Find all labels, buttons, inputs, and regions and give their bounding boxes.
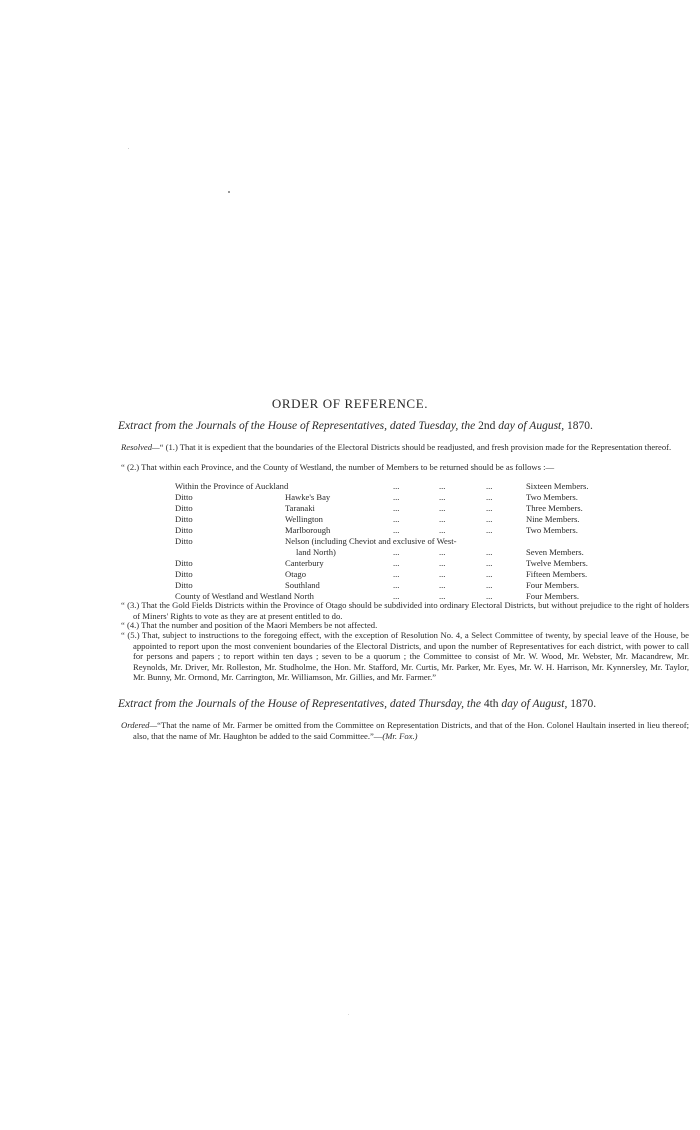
leader-dots: ...	[486, 547, 493, 557]
leader-dots: ...	[486, 580, 493, 590]
members-row	[175, 569, 615, 580]
members-count: Four Members.	[526, 580, 579, 590]
leader-dots: ...	[486, 525, 493, 535]
members-district: Otago	[285, 569, 307, 579]
page-title: ORDER OF REFERENCE.	[271, 396, 429, 411]
extract-day: 2nd	[478, 420, 496, 432]
leader-dots: ...	[486, 503, 493, 513]
leader-dots: ...	[439, 503, 446, 513]
resolved-label: Resolved—	[121, 442, 160, 452]
extract-day: 4th	[483, 698, 499, 710]
members-row	[175, 558, 615, 569]
extract-mid: day of	[498, 420, 527, 432]
leader-dots: ...	[486, 591, 493, 601]
extract-year: 1870.	[570, 698, 597, 710]
leader-dots: ...	[393, 525, 400, 535]
leader-dots: ...	[439, 514, 446, 524]
members-district: Southland	[285, 580, 320, 590]
extract-mid: day of	[501, 698, 530, 710]
members-region-label: Within the Province of Auckland	[175, 481, 289, 491]
extract-heading-2	[118, 698, 690, 710]
extract-year: 1870.	[567, 420, 593, 432]
resolution-3-text: “ (3.) That the Gold Fields Districts within the Province of Otago should be subdivided into ordinary Electoral Districts, but without prejudice to the right of holders of Miners' Rights to vote as they are at present entitled to do.	[121, 600, 689, 621]
extract-lead: Extract from the Journals of the House of Representatives, dated Tuesday, the	[118, 420, 476, 432]
resolution-2	[121, 462, 689, 473]
members-count: Seven Members.	[526, 547, 584, 557]
members-count: Three Members.	[526, 503, 583, 513]
members-region-label: Ditto	[175, 492, 193, 502]
leader-dots: ...	[439, 558, 446, 568]
leader-dots: ...	[439, 547, 446, 557]
leader-dots: ...	[439, 525, 446, 535]
members-row	[175, 525, 615, 536]
leader-dots: ...	[393, 503, 400, 513]
members-row	[175, 503, 615, 514]
resolution-2-text: “ (2.) That within each Province, and the County of Westland, the number of Members to be returned should be as follows :—	[121, 462, 555, 472]
members-count: Nine Members.	[526, 514, 580, 524]
ordered-mover: (Mr. Fox.)	[382, 730, 418, 741]
members-row	[175, 492, 615, 503]
leader-dots: ...	[486, 558, 493, 568]
members-region-label: Ditto	[175, 503, 193, 513]
members-region-label: Ditto	[175, 525, 193, 535]
extract-heading-1	[118, 420, 690, 432]
resolution-1	[121, 442, 689, 453]
members-region-label: Ditto	[175, 558, 193, 568]
resolution-5-text: “ (5.) That, subject to instructions to the foregoing effect, with the exception of Resolution No. 4, a Select Committee of twenty, by special leave of the House, be appointed to report upon the most convenient boundaries of the Electoral Districts, and upon the number of Representatives for each district, with power to call for persons and papers ; to report within ten days ; seven to be a quorum ; the Committee to consist of Mr. W. Wood, Mr. Webster, Mr. Macandrew, Mr. Reynolds, Mr. Driver, Mr. Rolleston, Mr. Studholme, the Hon. Mr. Stafford, Mr. Curtis, Mr. Parker, Mr. Eyes, Mr. W. H. Harrison, Mr. Kynnersley, Mr. Taylor, Mr. Bunny, Mr. Ormond, Mr. Carrington, Mr. Williamson, Mr. Gillies, and Mr. Farmer.”	[121, 630, 689, 683]
leader-dots: ...	[439, 580, 446, 590]
members-count: Four Members.	[526, 591, 579, 601]
members-count: Twelve Members.	[526, 558, 588, 568]
members-region-label: Ditto	[175, 514, 193, 524]
print-speck	[228, 191, 230, 193]
members-count: Sixteen Members.	[526, 481, 589, 491]
leader-dots: ...	[393, 580, 400, 590]
leader-dots: ...	[439, 492, 446, 502]
ordered-text: “That the name of Mr. Farmer be omitted from the Committee on Representation Districts, and that of the Hon. Colonel Haultain inserted in lieu thereof; also, that the name of Mr. Haughton be added to the said Committee.”—	[133, 720, 689, 741]
members-count: Two Members.	[526, 525, 578, 535]
members-district: Taranaki	[285, 503, 315, 513]
leader-dots: ...	[393, 492, 400, 502]
extract-month: August,	[532, 698, 568, 710]
leader-dots: ...	[486, 481, 493, 491]
members-district: Hawke's Bay	[285, 492, 331, 502]
members-count: Two Members.	[526, 492, 578, 502]
leader-dots: ...	[393, 481, 400, 491]
members-region-label: Ditto	[175, 536, 193, 546]
leader-dots: ...	[393, 591, 400, 601]
print-speck	[128, 148, 129, 149]
members-row	[175, 580, 615, 591]
members-district: Wellington	[285, 514, 323, 524]
leader-dots: ...	[439, 569, 446, 579]
members-row	[175, 536, 615, 547]
ordered-paragraph	[121, 720, 689, 741]
members-district: Marlborough	[285, 525, 331, 535]
leader-dots: ...	[393, 558, 400, 568]
ordered-label: Ordered—	[121, 720, 158, 730]
resolution-3	[121, 600, 689, 621]
print-speck	[348, 1014, 349, 1015]
extract-lead: Extract from the Journals of the House of Representatives, dated Thursday, the	[118, 698, 481, 710]
members-district: Canterbury	[285, 558, 324, 568]
members-row	[175, 514, 615, 525]
resolution-4-text: “ (4.) That the number and position of the Maori Members be not affected.	[121, 620, 378, 630]
resolution-5	[121, 630, 689, 683]
leader-dots: ...	[393, 569, 400, 579]
members-count: Fifteen Members.	[526, 569, 588, 579]
leader-dots: ...	[393, 514, 400, 524]
leader-dots: ...	[439, 591, 446, 601]
leader-dots: ...	[486, 492, 493, 502]
leader-dots: ...	[486, 569, 493, 579]
members-region-label: County of Westland and Westland North	[175, 591, 314, 601]
members-district-continued: land North)	[296, 547, 336, 557]
members-row-continued	[175, 547, 615, 558]
leader-dots: ...	[486, 514, 493, 524]
resolution-4	[121, 620, 689, 631]
leader-dots: ...	[393, 547, 400, 557]
members-region-label: Ditto	[175, 580, 193, 590]
members-row	[175, 481, 615, 492]
extract-month: August,	[529, 420, 565, 432]
members-region-label: Ditto	[175, 569, 193, 579]
members-district: Nelson (including Cheviot and exclusive of West-	[285, 536, 457, 546]
resolution-1-text: “ (1.) That it is expedient that the boundaries of the Electoral Districts should be readjusted, and fresh provision made for the Representation thereof.	[159, 442, 672, 452]
leader-dots: ...	[439, 481, 446, 491]
